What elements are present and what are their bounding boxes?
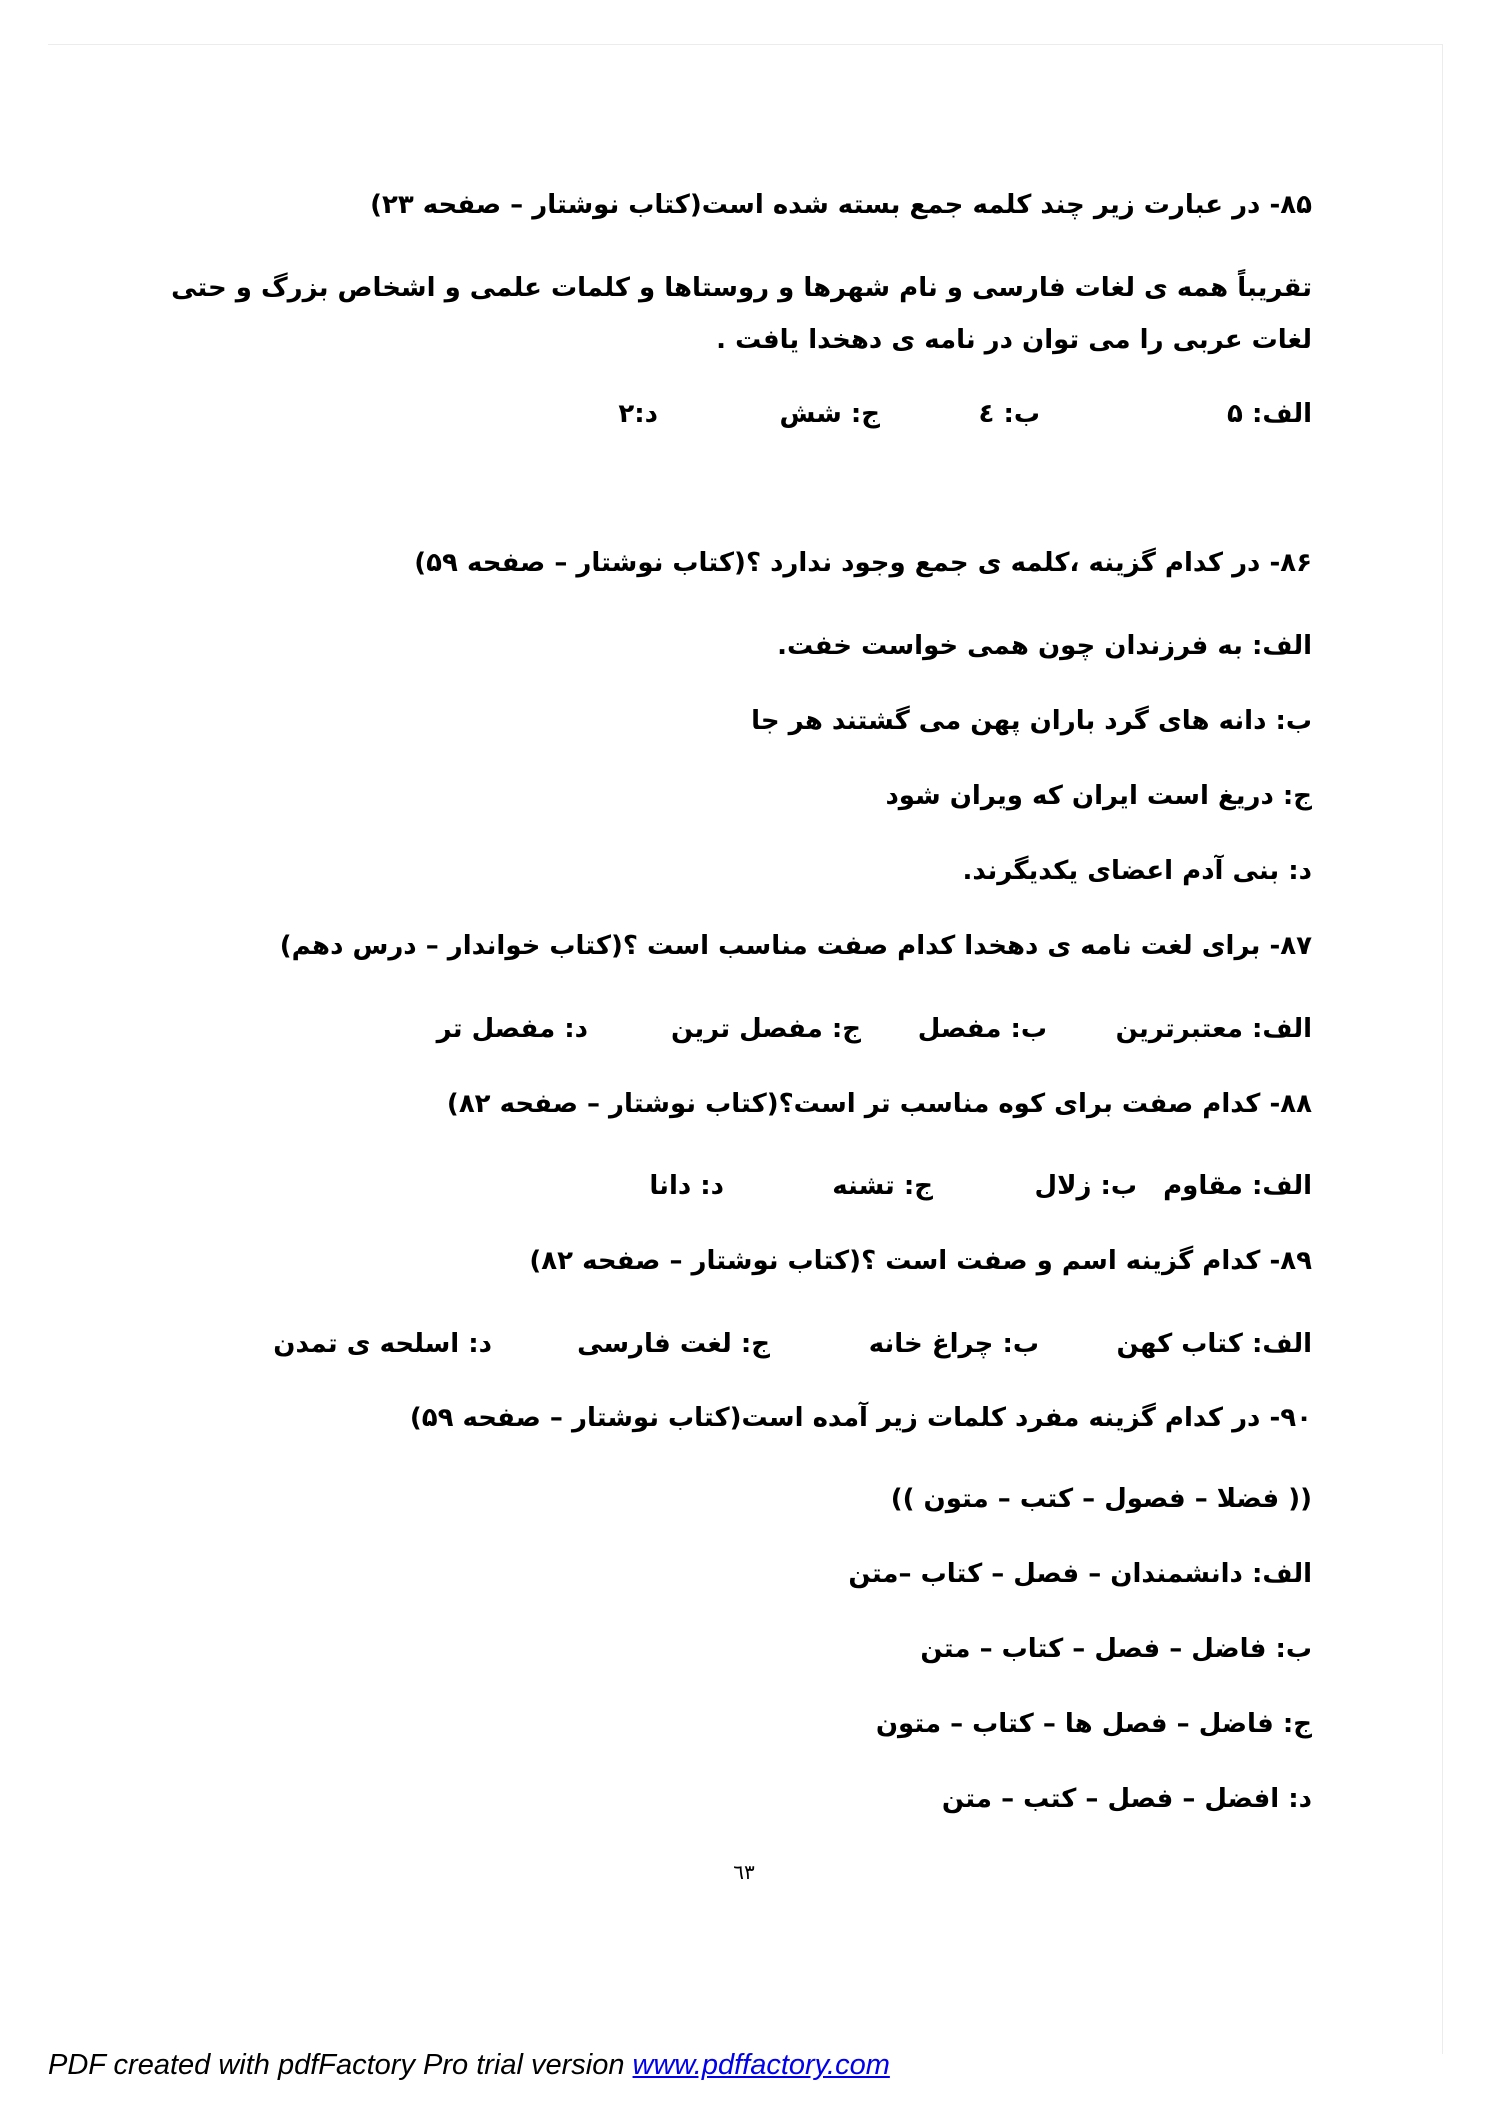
option-jim: ج: لغت فارسی — [577, 1329, 770, 1359]
question-90: ۹۰- در کدام گزینه مفرد کلمات زیر آمده است(کتاب نوشتار – صفحه ۵۹) — [409, 1403, 1312, 1433]
question-90-option-jim: ج: فاضل – فصل ها – کتاب – متون — [875, 1709, 1312, 1739]
question-86: ۸۶- در کدام گزینه ،کلمه ی جمع وجود ندارد ؟(کتاب نوشتار – صفحه ۵۹) — [414, 548, 1312, 578]
question-85-passage: تقریباً همه ی لغات فارسی و نام شهرها و روستاها و کلمات علمی و اشخاص بزرگ و حتی لغات عربی را می توان در نامه ی دهخدا یافت . — [171, 273, 1312, 355]
option-jim: ج: شش — [779, 399, 880, 429]
question-86-option-be: ب: دانه های گرد باران پهن می گشتند هر جا — [751, 706, 1312, 736]
question-90-words: (( فضلا – فصول – کتب – متون )) — [890, 1484, 1312, 1514]
option-dal: د:۲ — [618, 399, 658, 429]
option-jim: ج: مفصل ترین — [671, 1014, 861, 1044]
option-dal: د: اسلحه ی تمدن — [273, 1329, 492, 1359]
question-90-option-dal: د: افضل – فصل – کتب – متن — [941, 1784, 1312, 1814]
option-be: ب: چراغ خانه — [868, 1329, 1039, 1359]
pdf-footer — [48, 2047, 890, 2083]
question-86-option-jim: ج: دریغ است ایران که ویران شود — [885, 781, 1312, 811]
question-88-options — [0, 1169, 1488, 1203]
option-alef: الف: معتبرترین — [1115, 1014, 1312, 1044]
question-90-option-be: ب: فاضل – فصل – کتاب – متن — [920, 1634, 1312, 1664]
question-87: ۸۷- برای لغت نامه ی دهخدا کدام صفت مناسب است ؟(کتاب خواندار – درس دهم) — [279, 931, 1312, 961]
question-86-option-alef: الف: به فرزندان چون همی خواست خفت. — [777, 631, 1312, 661]
footer-text: PDF created with pdfFactory Pro trial version — [48, 2049, 633, 2081]
page-number: ٦٣ — [733, 1860, 755, 1884]
question-85: ۸۵- در عبارت زیر چند کلمه جمع بسته شده است(کتاب نوشتار – صفحه ۲۳) — [370, 190, 1312, 220]
question-88: ۸۸- کدام صفت برای کوه مناسب تر است؟(کتاب نوشتار – صفحه ۸۲) — [446, 1089, 1312, 1119]
option-alef: الف: کتاب کهن — [1116, 1329, 1312, 1359]
question-87-options — [0, 1012, 1488, 1046]
option-alef: الف: مقاوم — [1163, 1171, 1312, 1201]
question-86-option-dal: د: بنی آدم اعضای یکدیگرند. — [962, 856, 1312, 886]
question-89: ۸۹- کدام گزینه اسم و صفت است ؟(کتاب نوشتار – صفحه ۸۲) — [529, 1246, 1312, 1276]
option-dal: د: مفصل تر — [436, 1014, 588, 1044]
option-jim: ج: تشنه — [832, 1171, 933, 1201]
option-alef: الف: ۵ — [1227, 399, 1312, 429]
question-85-options — [0, 397, 1488, 431]
question-89-options — [0, 1327, 1488, 1361]
question-90-option-alef: الف: دانشمندان – فصل – کتاب –متن — [848, 1559, 1312, 1589]
option-be: ب: زلال — [1034, 1171, 1137, 1201]
option-be: ب: مفصل — [917, 1014, 1047, 1044]
option-dal: د: دانا — [649, 1171, 724, 1201]
option-be: ب: ٤ — [978, 399, 1040, 429]
footer-link[interactable]: www.pdffactory.com — [632, 2049, 890, 2081]
